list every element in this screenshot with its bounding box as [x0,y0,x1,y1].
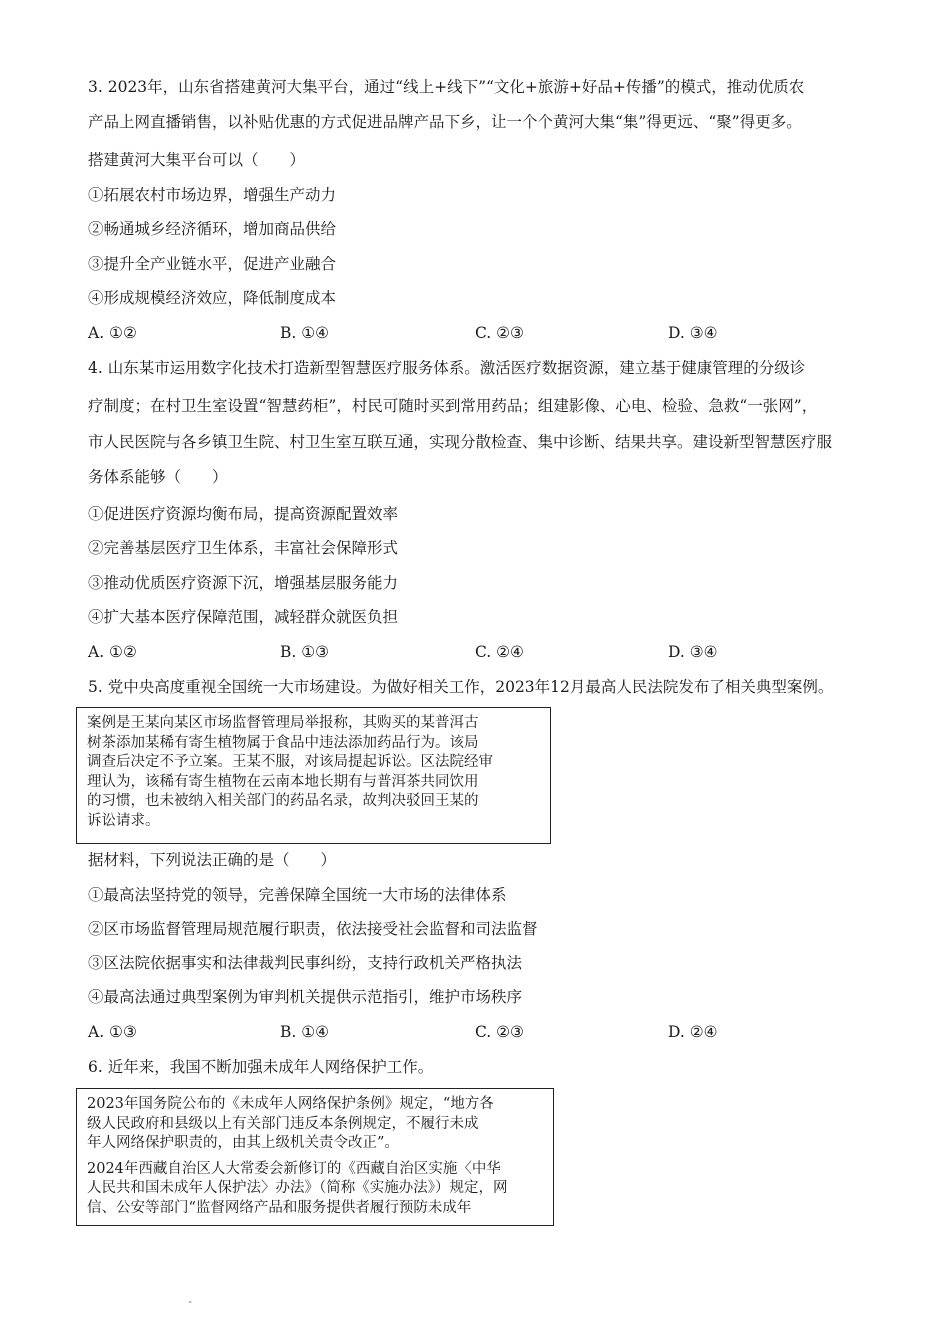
q5-case-line-1: 案例是王某向某区市场监督管理局举报称，其购买的某普洱古 [87,715,479,731]
q6-material-line-2: 级人民政府和县级以上有关部门违反本条例规定，不履行未成 [87,1115,479,1132]
q6-material-line-4: 2024年西藏自治区人大常委会新修订的《西藏自治区实施〈中华 [87,1160,501,1177]
q5-option-a[interactable]: A. ①③ [88,1023,137,1041]
q6-stem-line-1: 6. 近年来，我国不断加强未成年人网络保护工作。 [88,1058,434,1076]
q5-case-line-6: 诉讼请求。 [87,812,160,829]
q3-options [88,323,868,343]
footer-mark: “ [188,1300,193,1309]
q4-option-b[interactable]: B. ①③ [280,643,330,661]
q5-option-b[interactable]: B. ①④ [280,1023,330,1041]
q5-statement-4: ④最高法通过典型案例为审判机关提供示范指引，维护市场秩序 [88,988,523,1006]
q5-stem-line-1: 5. 党中央高度重视全国统一大市场建设。为做好相关工作，2023年12月最高人民法院发布了相关典型案例。 [88,678,834,696]
q6-material-line-5: 人民共和国未成年人保护法〉办法》（简称《实施办法》）规定，网 [87,1180,508,1197]
q4-statement-2: ②完善基层医疗卫生体系，丰富社会保障形式 [88,539,399,557]
q4-stem-line-2: 疗制度；在村卫生室设置“智慧药柜”，村民可随时买到常用药品；组建影像、心电、检验、急救“一张网”， [88,397,818,415]
q3-option-a[interactable]: A. ①② [88,324,137,342]
q5-case-line-3: 调查后决定不予立案。王某不服，对该局提起诉讼。区法院经审 [87,754,493,771]
q4-stem-line-1: 4. 山东某市运用数字化技术打造新型智慧医疗服务体系。激活医疗数据资源，建立基于健康管理的分级诊 [88,359,806,377]
q4-statement-4: ④扩大基本医疗保障范围，减轻群众就医负担 [88,608,399,626]
q4-stem-line-3: 市人民医院与各乡镇卫生院、村卫生室互联互通，实现分散检查、集中诊断、结果共享。建设新型智慧医疗服 [88,433,833,451]
q5-case-line-5: 的习惯，也未被纳入相关部门的药品名录，故判决驳回王某的 [87,793,479,810]
q3-stem-line-3: 搭建黄河大集平台可以（ ） [88,151,306,169]
q5-option-c[interactable]: C. ②③ [475,1023,524,1041]
q3-statement-2: ②畅通城乡经济循环，增加商品供给 [88,220,337,238]
q6-material-line-6: 信、公安等部门“监督网络产品和服务提供者履行预防未成年 [87,1199,472,1216]
q3-option-d[interactable]: D. ③④ [668,324,718,342]
q5-option-d[interactable]: D. ②④ [668,1023,718,1041]
q3-statement-1: ①拓展农村市场边界，增强生产动力 [88,186,337,204]
q5-statement-2: ②区市场监督管理局规范履行职责，依法接受社会监督和司法监督 [88,920,538,938]
q5-case-box [76,707,551,844]
q5-options [88,1022,868,1042]
q4-statement-3: ③推动优质医疗资源下沉，增强基层服务能力 [88,574,399,592]
q3-stem-line-1: 3. 2023年，山东省搭建黄河大集平台，通过“线上+线下”“文化+旅游+好品+传播”的模式，推动优质农 [88,78,805,96]
q3-stem-line-2: 产品上网直播销售，以补贴优惠的方式促进品牌产品下乡，让一个个黄河大集“集”得更远、“聚”得更多。 [88,113,802,131]
q4-option-d[interactable]: D. ③④ [668,643,718,661]
q3-statement-3: ③提升全产业链水平，促进产业融合 [88,255,337,273]
q5-case-line-4: 理认为，该稀有寄生植物在云南本地长期有与普洱茶共同饮用 [87,773,479,790]
q5-case-line-2: 树茶添加某稀有寄生植物属于食品中违法添加药品行为。该局 [87,734,479,751]
q4-stem-line-4: 务体系能够（ ） [88,468,228,486]
q3-option-b[interactable]: B. ①④ [280,324,330,342]
q5-statement-3: ③区法院依据事实和法律裁判民事纠纷，支持行政机关严格执法 [88,954,523,972]
q5-statement-1: ①最高法坚持党的领导，完善保障全国统一大市场的法律体系 [88,886,507,904]
q3-statement-4: ④形成规模经济效应，降低制度成本 [88,289,337,307]
q4-option-c[interactable]: C. ②④ [475,643,524,661]
q4-statement-1: ①促进医疗资源均衡布局，提高资源配置效率 [88,505,399,523]
q6-material-line-3: 年人网络保护职责的，由其上级机关责令改正”。 [87,1135,399,1152]
q6-material-box [76,1088,554,1226]
q4-option-a[interactable]: A. ①② [88,643,137,661]
q5-question-stem: 据材料，下列说法正确的是（ ） [88,851,337,869]
q6-material-line-1: 2023年国务院公布的《未成年人网络保护条例》规定，“地方各 [87,1096,494,1112]
q3-option-c[interactable]: C. ②③ [475,324,524,342]
q4-options [88,642,868,662]
